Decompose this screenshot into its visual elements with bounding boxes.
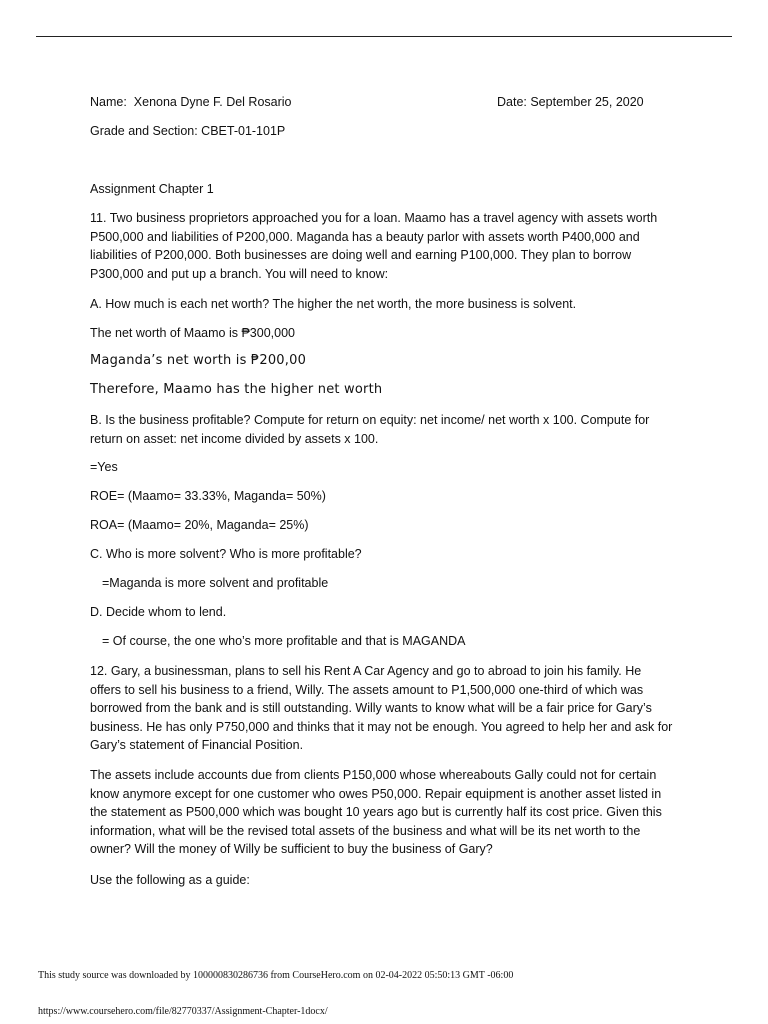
q11-d-answer: = Of course, the one who’s more profitable and that is MAGANDA: [102, 634, 466, 648]
page-top-rule: [36, 36, 732, 37]
assignment-title: Assignment Chapter 1: [90, 182, 214, 196]
student-name-line: [90, 93, 292, 112]
q11-prompt: 11. Two business proprietors approached you for a loan. Maamo has a travel agency with assets worth P500,000 and liabilities of P200,000. Maganda has a beauty parlor with assets worth P400,000 and liabilities of P200,000. Both businesses are doing well and earning P100,000. They plan to borrow P300,000 and put up a branch. You will need to know:: [90, 211, 658, 281]
q11-c-answer: =Maganda is more solvent and profitable: [102, 576, 329, 590]
q11-b-roa: ROA= (Maamo= 20%, Maganda= 25%): [90, 518, 309, 532]
grade-section: Grade and Section: CBET-01-101P: [90, 124, 286, 138]
download-source-line: This study source was downloaded by 100000830286736 from CourseHero.com on 02-04-2022 05:50:13 GMT -06:00: [38, 970, 514, 981]
q11-a-question: A. How much is each net worth? The higher the net worth, the more business is solvent.: [90, 297, 577, 311]
assignment-date: Date: September 25, 2020: [497, 95, 644, 109]
q12-guide: Use the following as a guide:: [90, 873, 250, 887]
q11-a-answer-maamo: The net worth of Maamo is ₱300,000: [90, 326, 295, 340]
name-label: Name:: [90, 95, 127, 109]
q11-b-answer-yes: =Yes: [90, 460, 118, 474]
student-name: Xenona Dyne F. Del Rosario: [133, 95, 292, 109]
q12-prompt: 12. Gary, a businessman, plans to sell his Rent A Car Agency and go to abroad to join his family. He offers to sell his business to a friend, Willy. The assets amount to P1,500,000 one-third of which was borrowed from the bank and is still outstanding. Willy wants to know what will be a fair price for Gary’s business. He has only P750,000 and thinks that it may not be enough. You agreed to help her and ask for Gary’s statement of Financial Position.: [90, 664, 673, 752]
q11-d-question: D. Decide whom to lend.: [90, 605, 227, 619]
q11-c-question: C. Who is more solvent? Who is more profitable?: [90, 547, 362, 561]
q11-b-question: B. Is the business profitable? Compute for return on equity: net income/ net worth x 100. Compute for return on asset: net income divided by assets x 100.: [90, 413, 650, 446]
q11-b-roe: ROE= (Maamo= 33.33%, Maganda= 50%): [90, 489, 326, 503]
q12-details: The assets include accounts due from clients P150,000 whose whereabouts Gally could not for certain know anymore except for one customer who owes P50,000. Repair equipment is another asset listed in the statement as P500,000 which was bought 10 years ago but is currently half its cost price. Given this information, what will be the revised total assets of the business and what will be its net worth to the owner? Will the money of Willy be sufficient to buy the business of Gary?: [90, 768, 662, 856]
source-url[interactable]: https://www.coursehero.com/file/82770337/Assignment-Chapter-1docx/: [38, 1006, 328, 1017]
q11-a-answer-maganda: Maganda’s net worth is ₱200,00: [90, 353, 307, 368]
q11-a-conclusion: Therefore, Maamo has the higher net worth: [90, 382, 383, 397]
